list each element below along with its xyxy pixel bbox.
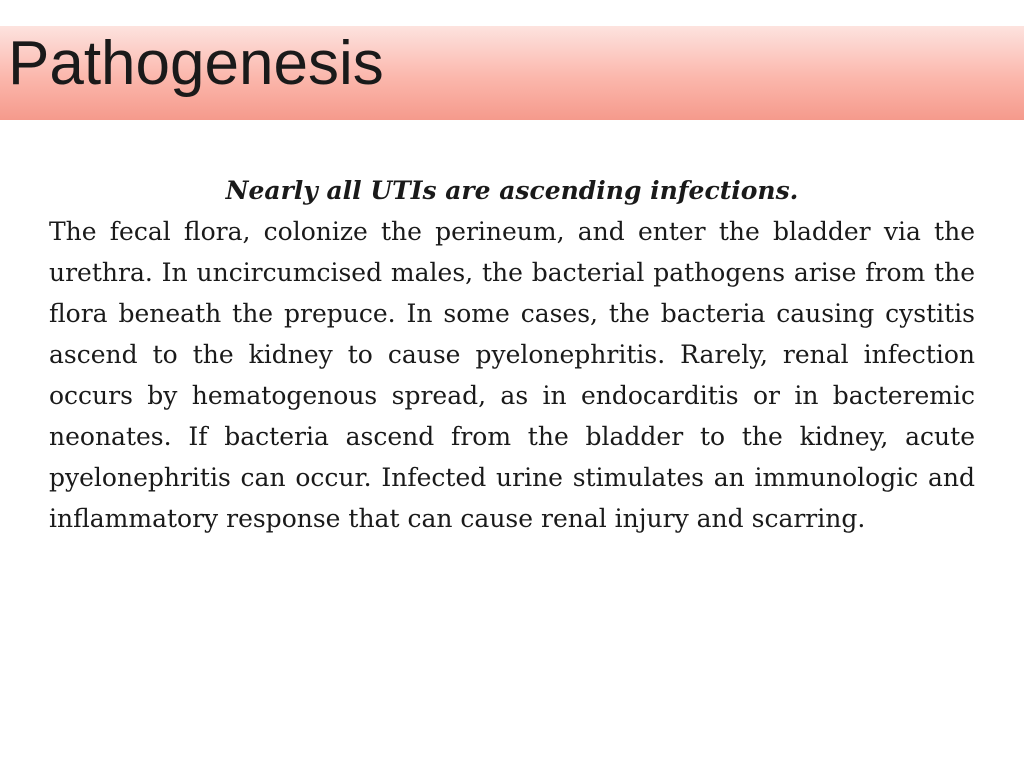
slide-body-text: The fecal flora, colonize the perineum, and enter the bladder via the urethra. In uncircumcised males, the bacterial pathogens arise from the flora beneath the prepuce. In some cases, the bacteria causing cystitis ascend to the kidney to cause pyelonephritis. Rarely, renal infection occurs by hematogenous spread, as in endocarditis or in bacteremic neonates. If bacteria ascend from the bladder to the kidney, acute pyelonephritis can occur. Infected urine stimulates an immunologic and inflammatory response that can cause renal injury and scarring.	[49, 217, 975, 533]
slide-title: Pathogenesis	[8, 29, 384, 98]
slide-subheading: Nearly all UTIs are ascending infections.	[225, 176, 799, 205]
slide-content	[49, 170, 975, 539]
